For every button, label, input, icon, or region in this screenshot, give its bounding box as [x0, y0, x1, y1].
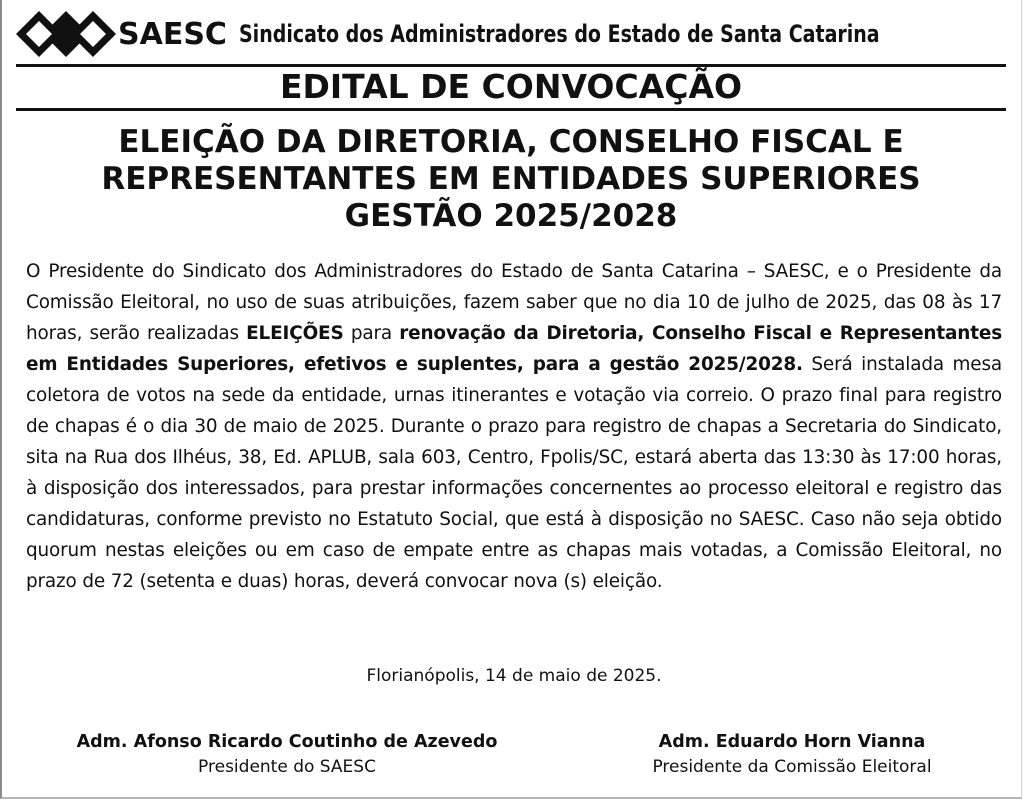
body-paragraph — [26, 256, 1002, 597]
body-part-1: O Presidente do Sindicato dos Administradores do Estado de Santa Catarina – SAESC, e o Presidente da Comissão Eleitoral, no uso de suas atribuições, fazem saber que no dia 10 de julho de 2025, das 08 às 17 horas, serão realizadas — [26, 261, 1002, 344]
edital-title: EDITAL DE CONVOCAÇÃO — [279, 67, 743, 106]
body-part-3: Será instalada mesa coletora de votos na sede da entidade, urnas itinerantes e votação via correio. O prazo final para registro de chapas é o dia 30 de maio de 2025. Durante o prazo para registro de chapas a Secretaria do Sindicato, sita na Rua dos Ilhéus, 38, Ed. APLUB, sala 603, Centro, Fpolis/SC, estará aberta das 13:30 às 17:00 horas, à disposição dos interessados, para prestar informações concernentes ao processo eleitoral e registro das candidaturas, conforme previsto no Estatuto Social, que está à disposição no SAESC. Caso não seja obtido quorum nestas eleições ou em caso de empate entre as chapas mais votadas, a Comissão Eleitoral, no prazo de 72 (setenta e duas) horas, deverá convocar nova (s) eleição. — [26, 354, 1002, 592]
signature-right — [562, 730, 1022, 780]
subtitle-line-2: REPRESENTANTES EM ENTIDADES SUPERIORES — [101, 161, 921, 197]
header — [16, 10, 1006, 58]
date-line: Florianópolis, 14 de maio de 2025. — [366, 666, 662, 686]
saesc-logo-icon — [16, 11, 116, 57]
body-part-2: para — [343, 323, 400, 344]
signature-left-name: Adm. Afonso Ricardo Coutinho de Azevedo — [76, 732, 498, 752]
signature-right-role: Presidente da Comissão Eleitoral — [652, 757, 932, 777]
logo-text: SAESC — [118, 16, 227, 52]
body-bold-2: renovação da Diretoria, Conselho Fiscal e Representantes em Entidades Superiores, efetivos e suplentes, para a gestão 2025/2028. — [26, 323, 1002, 375]
election-subtitle — [16, 124, 1006, 235]
body-bold-1: ELEIÇÕES — [246, 323, 344, 344]
signature-right-name: Adm. Eduardo Horn Vianna — [658, 732, 926, 752]
signature-left-role: Presidente do SAESC — [198, 757, 376, 777]
subtitle-line-1: ELEIÇÃO DA DIRETORIA, CONSELHO FISCAL E — [118, 124, 904, 160]
bottom-divider — [16, 108, 1006, 111]
subtitle-line-3: GESTÃO 2025/2028 — [344, 198, 678, 234]
org-name: Sindicato dos Administradores do Estado de Santa Catarina — [238, 20, 880, 48]
signature-left — [42, 730, 532, 780]
